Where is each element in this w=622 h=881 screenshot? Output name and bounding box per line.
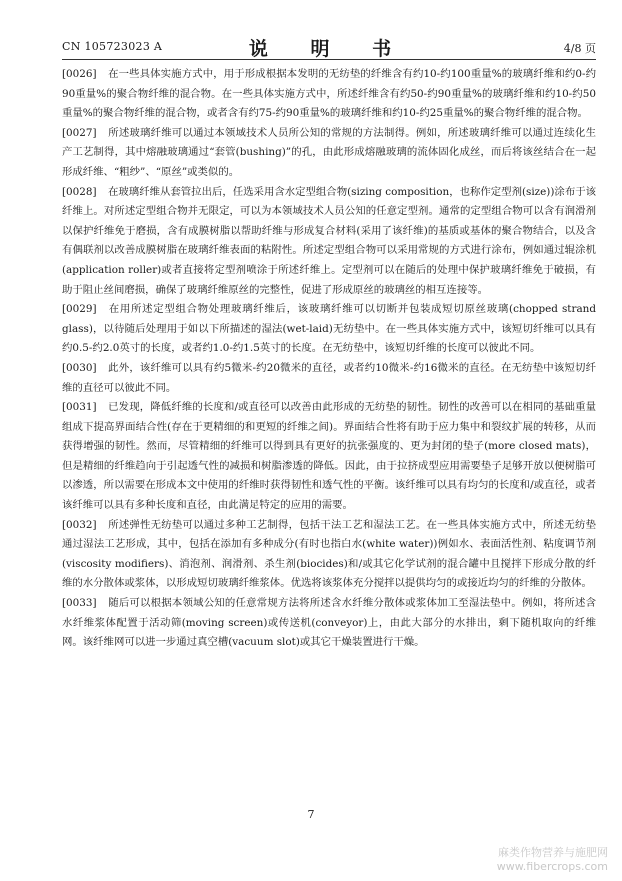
watermark-url: www.fibercrops.com (496, 860, 608, 873)
paragraph-0028 (62, 183, 596, 301)
paragraph-0027 (62, 124, 596, 183)
page-header (62, 34, 596, 58)
paragraph-number: [0028] (62, 185, 97, 198)
paragraph-text: 在一些具体实施方式中，用于形成根据本发明的无纺垫的纤维含有约10-约100重量%的玻璃纤维和约0-约90重量%的聚合物纤维的混合物。在一些具体实施方式中，所述纤维含有约50-约90重量%的玻璃纤维和约10-约50重量%的聚合物纤维的混合物，或者含有约75-约90重量%的玻璃纤维和约10-约25重量%的聚合物纤维的混合物。 (62, 68, 596, 120)
paragraph-0032 (62, 516, 596, 594)
paragraph-number: [0030] (62, 361, 97, 374)
watermark (497, 846, 608, 874)
paragraph-text: 所述玻璃纤维可以通过本领域技术人员所公知的常规的方法制得。例如，所述玻璃纤维可以通过连续化生产工艺制得，其中熔融玻璃通过“套管(bushing)”的孔，由此形成熔融玻璃的流体固化成丝，而后将该丝结合在一起形成纤维、“粗纱”、“原丝”或类似的。 (62, 126, 596, 178)
patent-number: CN 105723023 A (62, 40, 163, 53)
paragraph-0033 (62, 594, 596, 653)
paragraph-0026 (62, 65, 596, 124)
document-body (62, 65, 596, 653)
page-count: 4/8 页 (563, 42, 596, 55)
paragraph-text: 在用所述定型组合物处理玻璃纤维后，该玻璃纤维可以切断并包装成短切原丝玻璃(chopped strand glass)，以待随后处理用于如以下所描述的湿法(wet-laid)无纺垫中。在一些具体实施方式中，该短切纤维可以具有约0.5-约2.0英寸的长度，或者约1.0-约1.5英寸的长度。在无纺垫中，该短切纤维的长度可以彼此不同。 (62, 303, 596, 355)
paragraph-number: [0029] (62, 303, 97, 316)
watermark-site-name: 麻类作物营养与施肥网 (498, 846, 608, 859)
paragraph-0031 (62, 398, 596, 516)
paragraph-text: 在玻璃纤维从套管拉出后，任选采用含水定型组合物(sizing composition，也称作定型剂(size))涂布于该纤维上。对所述定型组合物并无限定，可以为本领域技术人员公知的任意定型剂。通常的定型组合物可以含有润滑剂以保护纤维免于磨损，含有成膜树脂以帮助纤维与形成复合材料(采用了该纤维)的基质或基体的聚合物结合，以及含有偶联剂以改善成膜树脂在玻璃纤维表面的粘附性。所述定型组合物可以采用常规的方式进行涂布，例如通过辊涂机(application roller)或者直接将定型剂喷涂于所述纤维上。定型剂可以在随后的处理中保护玻璃纤维免于破损，有助于阻止丝间磨损，确保了玻璃纤维原丝的完整性，促进了形成原丝的玻璃丝的相互连接等。 (62, 185, 596, 296)
paragraph-0030 (62, 359, 596, 398)
paragraph-number: [0027] (62, 126, 97, 139)
header-rule (62, 59, 596, 60)
paragraph-text: 已发现，降低纤维的长度和/或直径可以改善由此形成的无纺垫的韧性。韧性的改善可以在相同的基础重量组成下提高界面结合性(存在于更精细的和更短的纤维之间)。界面结合性将有助于应力集中和裂纹扩展的转移，从而获得增强的韧性。然而，尽管精细的纤维可以得到具有更好的抗张强度的、更为封闭的垫子(more closed mats)，但是精细的纤维趋向于引起透气性的减损和树脂渗透的降低。因此，由于拉挤成型应用需要垫子足够开放以便树脂可以渗透，所以需要在形成本文中使用的纤维时获得韧性和透气性的平衡。该纤维可以具有均匀的长度和/或直径，或者该纤维可以具有多种长度和直径，由此满足特定的应用的需要。 (62, 401, 596, 512)
paragraph-number: [0032] (62, 518, 97, 531)
paragraph-number: [0031] (62, 401, 97, 414)
paragraph-0029 (62, 300, 596, 359)
paragraph-text: 随后可以根据本领域公知的任意常规方法将所述含水纤维分散体或浆体加工至湿法垫中。例如，将所述含水纤维浆体配置于活动筛(moving screen)或传送机(conveyor)上，由此大部分的水排出，剩下随机取向的纤维网。该纤维网可以进一步通过真空槽(vacuum slot)或其它干燥装置进行干燥。 (62, 597, 596, 649)
document-title: 说 明 书 (248, 38, 410, 60)
page-number: 7 (307, 808, 315, 821)
paragraph-text: 所述弹性无纺垫可以通过多种工艺制得，包括干法工艺和湿法工艺。在一些具体实施方式中，所述无纺垫通过湿法工艺形成，其中，包括在添加有多种成分(有时也指白水(white water))例如水、表面活性剂、粘度调节剂(viscosity modifiers)、消泡剂、润滑剂、杀生剂(biocides)和/或其它化学试剂的混合罐中且搅拌下形成分散的纤维的水分散体或浆体，以形成短切玻璃纤维浆体。优选将该浆体充分搅拌以提供均匀的或接近均匀的纤维的分散体。 (62, 518, 596, 590)
paragraph-number: [0026] (62, 68, 97, 80)
paragraph-text: 此外，该纤维可以具有约5微米-约20微米的直径，或者约10微米-约16微米的直径。在无纺垫中该短切纤维的直径可以彼此不同。 (62, 361, 596, 394)
paragraph-number: [0033] (62, 597, 97, 610)
